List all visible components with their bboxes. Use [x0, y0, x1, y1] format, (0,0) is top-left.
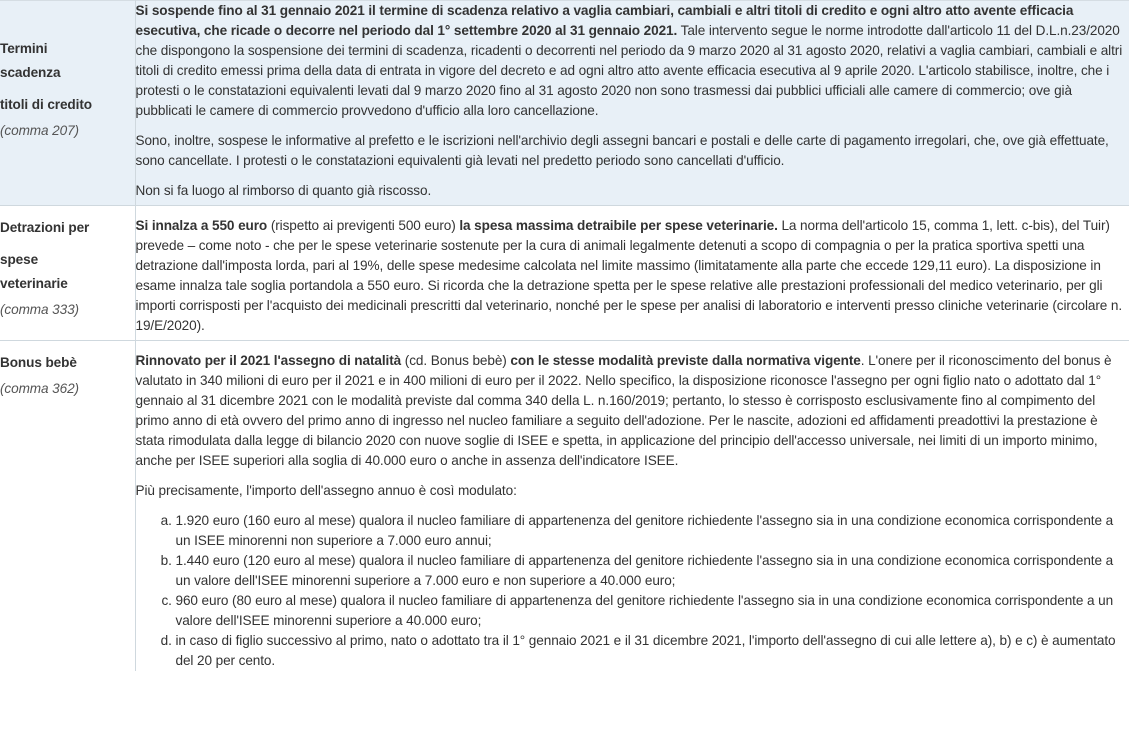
row-content-cell — [135, 341, 1129, 672]
table-row — [0, 206, 1129, 341]
body-text: . L'onere per il riconoscimento del bonus è valutato in 340 milioni di euro per il 2021 e in 400 milioni di euro per il 2022. Nello specifico, la disposizione riconosce l'assegno per ogni figlio nato o adottato dal 1° gennaio al 31 dicembre 2021 con le modalità previste dal comma 340 della L. n.160/2019; pertanto, lo stesso è corrisposto esclusivamente fino al compimento del primo anno di età ovvero del primo anno di ingresso nel nucleo familiare a seguito dell'adozione. Per le nascite, adozioni ed affidamenti preadottivi la prestazione è stata rimodulata dalla legge di bilancio 2020 con nuove soglie di ISEE e spetta, in applicazione del principio dell'accesso universale, nei limiti di un importo minimo, anche per ISEE superiori alla soglia di 40.000 euro o anche in assenza dell'indicatore ISEE. — [135, 353, 1112, 468]
paragraph: Non si fa luogo al rimborso di quanto già riscosso. — [135, 183, 432, 198]
table-row — [0, 1, 1129, 206]
row-title-line: titoli di credito — [0, 97, 92, 112]
row-label-cell — [0, 1, 135, 206]
row-label-cell — [0, 206, 135, 341]
body-text: (cd. Bonus bebè) — [401, 353, 511, 368]
bold-text: la spesa massima detraibile per spese veterinarie. — [459, 218, 778, 233]
bold-text: Si innalza a 550 euro — [135, 218, 268, 233]
row-title — [0, 37, 135, 117]
row-title-line: Detrazioni per — [0, 220, 90, 235]
bold-text: con le stesse modalità previste dalla normativa vigente — [510, 353, 861, 368]
list-item: b. 1.440 euro (120 euro al mese) qualora il nucleo familiare di appartenenza del genitore richiedente l'assegno sia in una condizione economica corrispondente a un valore dell'ISEE minorenni superiore a 7.000 euro e non superiore a 40.000 euro; — [176, 551, 1129, 591]
paragraph — [136, 216, 1129, 336]
body-text: (rispetto ai previgenti 500 euro) — [267, 218, 460, 233]
row-title-line: Bonus bebè — [0, 355, 77, 370]
row-title-line: veterinarie — [0, 276, 68, 291]
paragraph — [136, 1, 1129, 121]
row-title — [0, 216, 135, 296]
body-text: Tale intervento segue le norme introdotte dall'articolo 11 del D.L.n.23/2020 che dispongono la sospensione dei termini di scadenza, ricadenti o decorrenti nel periodo da 9 marzo 2020 al 31 agosto 2020, relativi a vaglia cambiari, cambiali e altri titoli di credito emessi prima della data di entrata in vigore del decreto e ad ogni altro atto avente efficacia esecutiva al 9 aprile 2020. L'articolo stabilisce, inoltre, che i protesti o le constatazioni equivalenti levati dal 9 marzo 2020 fino al 31 agosto 2020 non sono trasmessi dai pubblici ufficiali alle camere di commercio; ove già pubblicati le camere di commercio provvedono d'ufficio alla loro cancellazione. — [135, 23, 1123, 118]
amount-list — [136, 511, 1129, 671]
row-content-cell — [135, 1, 1129, 206]
table-row — [0, 341, 1129, 672]
body-text: La norma dell'articolo 15, comma 1, lett. c-bis), del Tuir) prevede – come noto - che per le spese veterinarie sostenute per la cura di animali legalmente detenuti a scopo di compagnia o per la pratica sportiva spetti una detrazione dall'imposta lorda, pari al 19%, delle spese medesime calcolata nel limite massimo (limitatamente alla parte che eccede 129,11 euro). La disposizione in esame innalza tale soglia portandola a 550 euro. Si ricorda che la detrazione spetta per le spese relative alle prestazioni professionali del medico veterinario, per gli importi corrisposti per l'acquisto dei medicinali prescritti dal veterinario, nonché per le spese per analisi di laboratorio e interventi presso cliniche veterinarie (circolare n. 19/E/2020). — [135, 218, 1123, 333]
list-item: c. 960 euro (80 euro al mese) qualora il nucleo familiare di appartenenza del genitore richiedente l'assegno sia in una condizione economica corrispondente a un valore dell'ISEE minorenni superiore a 40.000 euro; — [176, 591, 1129, 631]
paragraph: Sono, inoltre, sospese le informative al prefetto e le iscrizioni nell'archivio degli assegni bancari e postali e delle carte di pagamento irregolari, che, ove già effettuate, sono cancellate. I protesti o le constatazioni equivalenti già levati nel predetto periodo sono cancellati d'ufficio. — [135, 133, 1109, 168]
paragraph: Più precisamente, l'importo dell'assegno annuo è così modulato: — [135, 483, 517, 498]
list-item: a. 1.920 euro (160 euro al mese) qualora il nucleo familiare di appartenenza del genitore richiedente l'assegno sia in una condizione economica corrispondente a un ISEE minorenni non superiore a 7.000 euro annui; — [176, 511, 1129, 551]
row-content-cell — [135, 206, 1129, 341]
list-item: d. in caso di figlio successivo al primo, nato o adottato tra il 1° gennaio 2021 e il 31 dicembre 2021, l'importo dell'assegno di cui alle lettere a), b) e c) è aumentato del 20 per cento. — [176, 631, 1129, 671]
row-comma-reference: (comma 362) — [0, 381, 79, 396]
bold-text: Si sospende fino al 31 gennaio 2021 il termine di scadenza relativo a vaglia cambiari, cambiali e altri titoli di credito e ogni altro atto avente efficacia esecutiva, che ricade o decorre nel periodo dal 1° settembre 2020 al 31 gennaio 2021. — [135, 3, 1074, 38]
row-title — [0, 351, 135, 375]
row-title-line: Termini — [0, 41, 48, 56]
row-comma-reference: (comma 333) — [0, 302, 79, 317]
row-comma-reference: (comma 207) — [0, 123, 79, 138]
row-title-line: scadenza — [0, 65, 61, 80]
bold-text: Rinnovato per il 2021 l'assegno di natalità — [135, 353, 402, 368]
paragraph — [136, 351, 1129, 471]
row-label-cell — [0, 341, 135, 672]
row-title-line: spese — [0, 252, 39, 267]
